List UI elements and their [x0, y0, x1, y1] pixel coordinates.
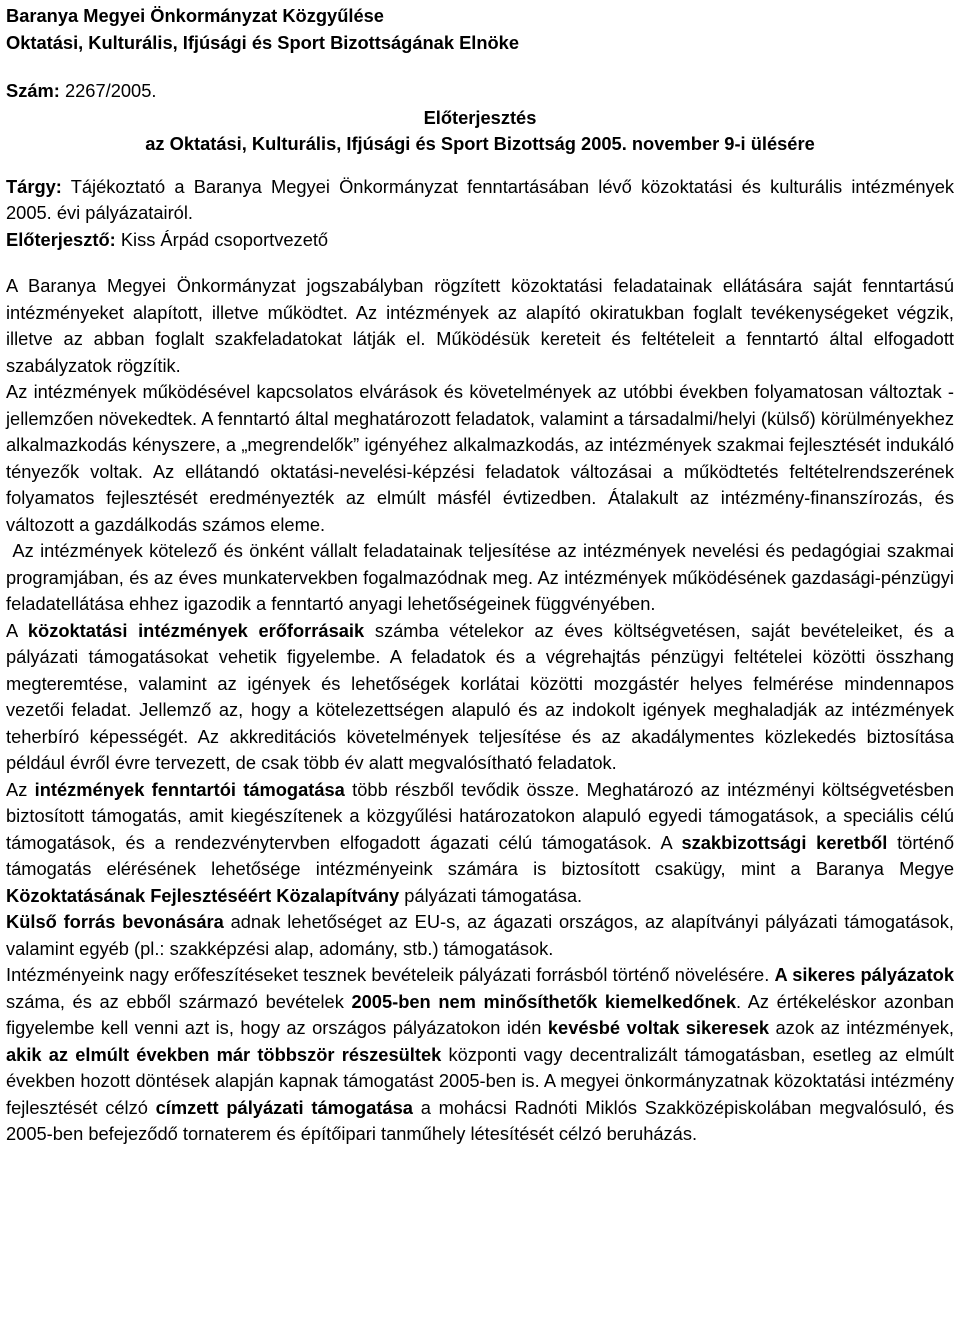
presenter — [6, 227, 954, 254]
emphasis: akik az elmúlt években már többször részesültek — [6, 1043, 442, 1065]
emphasis: A sikeres pályázatok — [774, 964, 954, 985]
subject — [6, 174, 954, 227]
paragraph-6 — [6, 909, 954, 962]
paragraph-2: Az intézmények működésével kapcsolatos elvárások és követelmények az utóbbi években folyamatosan változtak - jellemzően növekedtek. A fenntartó által meghatározott feladatok, valamint a társadalmi/helyi (külső) körülményekhez alkalmazkodás kényszere, a „megrendelők” igényéhez alkalmazkodás, az intézmények szakmai fejlesztését indukáló tényezők voltak. Az ellátandó oktatási-nevelési-képzési feladatok változásai a működtetés feltételrendszerének folyamatos fejlesztését eredményezték az elmúlt másfél évtizedben. Átalakult az intézmény-finanszírozás, és változott a gazdálkodás számos eleme. — [6, 381, 954, 535]
text-run: . Az értékeléskor azonban figyelembe kell venni azt is, hogy az országos pályázatokon idén — [6, 990, 954, 1038]
subject-label: Tárgy: — [6, 175, 62, 197]
paragraph-1: A Baranya Megyei Önkormányzat jogszabályban rögzített közoktatási feladatainak ellátására saját fenntartású intézményeket alapított, illetve működtet. Az intézmények az alapító okiratukban foglalt tevékenységeket végzik, illetve az abban foglalt szakfeladatokat látják el. Működésük kereteit és feltételeit a fenntartó által elfogadott szabályzatok rögzítik. — [6, 275, 954, 376]
emphasis: Közoktatásának Fejlesztéséért Közalapítvány — [6, 884, 400, 906]
header-line-1: Baranya Megyei Önkormányzat Közgyűlése — [6, 5, 384, 26]
text-run: számba vételekor az éves költségvetésen, saját bevételeiket, és a pályázati támogatásokat vehetik figyelembe. A feladatok és a végrehajtás pénzügyi feltételei közötti összhang megteremtése, valamint az igények és lehetőségek korlátai közötti mozgástér helyes felmérése mindennapos vezetői feladat. Jellemző az, hogy a kötelezettségen alapuló és az indokolt igények meghaladják az intézmények teherbíró képességét. Az akkreditációs követelmények teljesítése és az akadálymentes közlekedés biztosítása például évről évre tervezett, de csak több év alatt megvalósítható feladatok. — [6, 619, 955, 773]
paragraph-5 — [6, 777, 954, 910]
spacer — [6, 253, 954, 273]
subject-text: Tájékoztató a Baranya Megyei Önkormányzat fenntartásában lévő közoktatási és kulturális intézmények 2005. évi pályázatairól. — [6, 175, 954, 223]
emphasis: Külső forrás bevonására — [6, 911, 224, 932]
emphasis: 2005-ben nem minősíthetők kiemelkedőnek — [351, 990, 737, 1012]
text-run: Intézményeink nagy erőfeszítéseket tesznek bevételeik pályázati forrásból történő növelésére. — [6, 964, 775, 985]
text-run: történő támogatás elérésének lehetősége intézményeink számára is biztosított csakügy, mint a Baranya Megye — [6, 831, 955, 879]
title-line-1: Előterjesztés — [423, 106, 537, 128]
number-value: 2267/2005. — [64, 80, 157, 101]
emphasis: közoktatási intézmények erőforrásaik — [27, 619, 365, 641]
presenter-label: Előterjesztő: — [6, 228, 116, 250]
spacer — [6, 56, 954, 78]
number-label: Szám: — [6, 80, 60, 101]
text-run: több részből tevődik össze. Meghatározó az intézményi költségvetésben biztosított támogatás, amit kiegészítenek a közgyűlési határozatokon alapuló egyedi támogatások, a speciális célú támogatások, és a rendezvénytervben elfogadott ágazati célú támogatások. A — [6, 778, 954, 853]
text-run: száma, és az ebből származó bevételek — [6, 990, 352, 1012]
emphasis: intézmények fenntartói támogatása — [34, 778, 345, 800]
paragraph-4 — [6, 618, 954, 777]
document-number — [6, 78, 954, 105]
header-line-2: Oktatási, Kulturális, Ifjúsági és Sport Bizottságának Elnöke — [6, 31, 520, 53]
text-run: adnak lehetőséget az EU-s, az ágazati országos, az alapítványi pályázati támogatások, valamint egyéb (pl.: szakképzési alap, adomány, stb.) támogatások. — [6, 911, 954, 959]
paragraph-7 — [6, 962, 954, 1148]
emphasis: szakbizottsági keretből — [681, 831, 888, 853]
presenter-text: Kiss Árpád csoportvezető — [120, 228, 329, 250]
text-run: a mohácsi Radnóti Miklós Szakközépiskolában megvalósuló, és 2005-ben befejeződő tornaterem és építőipari tanműhely létesítését célzó beruházás. — [6, 1096, 954, 1144]
paragraph-3: Az intézmények kötelező és önként vállalt feladatainak teljesítése az intézmények nevelési és pedagógiai szakmai programjában, és az éves munkatervekben fogalmazódnak meg. Az intézmények működésének gazdasági-pénzügyi feladatellátása ehhez igazodik a fenntartó anyagi lehetőségeinek függvényében. — [6, 540, 960, 614]
emphasis: címzett pályázati támogatása — [155, 1096, 413, 1118]
text-run: pályázati támogatása. — [399, 884, 583, 906]
spacer — [6, 158, 954, 174]
emphasis: kevésbé voltak sikeresek — [547, 1017, 770, 1038]
text-run: Az — [6, 778, 35, 800]
text-run: központi vagy decentralizált támogatásban, esetleg az elmúlt években hozott döntések alapján kapnak támogatást 2005-ben is. A megyei önkormányzatnak közoktatási intézmény fejlesztését célzó — [6, 1043, 954, 1118]
text-run: A — [6, 619, 28, 641]
text-run: azok az intézmények, — [769, 1017, 954, 1038]
title-line-2: az Oktatási, Kulturális, Ifjúsági és Sport Bizottság 2005. november 9-i ülésére — [145, 133, 815, 154]
